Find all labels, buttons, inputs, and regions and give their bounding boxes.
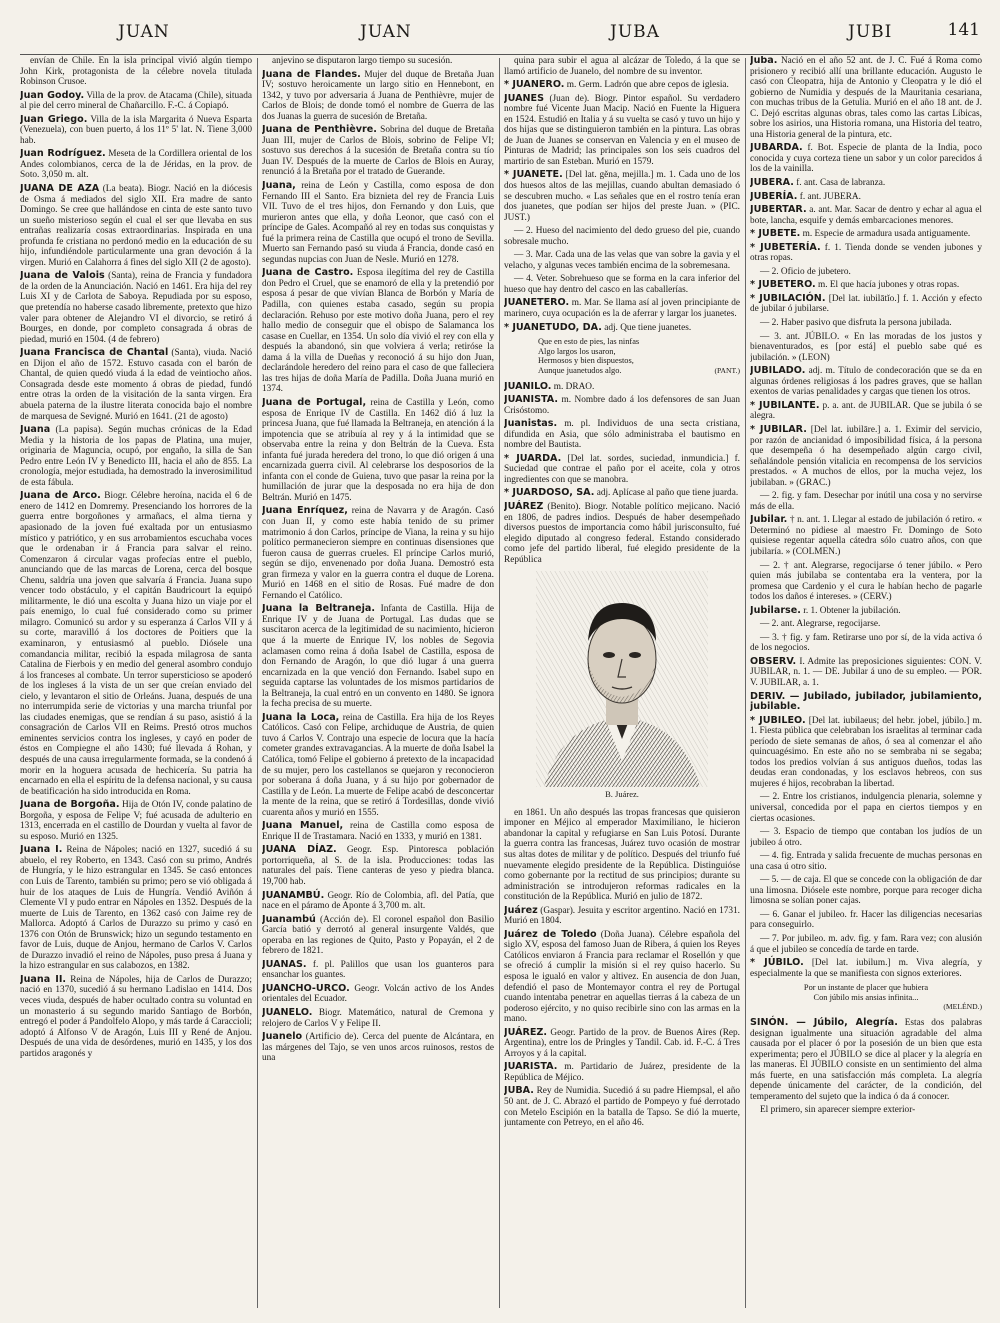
entry-text: — 2. † ant. Alegrarse, regocijarse ó tener júbilo. « Pero quien más jubilaba se contentaba era la ventera, por la promesa que Cardenio y el cura le habían hecho de pagarle todos los daños é intereses. » (CERV.) (750, 560, 982, 603)
dictionary-entry (750, 1105, 982, 1116)
dictionary-entry (262, 506, 494, 601)
column-1 (20, 56, 252, 1312)
entry-headword: Juana Enríquez, (262, 505, 348, 517)
dictionary-entry (750, 318, 982, 329)
entry-headword: * JUARDOSO, SA. (504, 487, 595, 499)
entry-text: † n. ant. 1. Llegar al estado de jubilación ó retiro. « Determinó no pidiese al maestro Fr. Domingo de Soto quisiese regentar aquella cátedra sólo cuatro años, con que jubilaría. » (COLMEN.) (750, 515, 982, 557)
entry-headword: JUBILADO. (750, 365, 806, 377)
dictionary-entry (750, 851, 982, 872)
entry-headword: Juanelo (262, 1031, 303, 1043)
entry-text: reina de León y Castilla, como esposa de don Fernando III el Santo. Era biznieta del rey de Francia Luis VII. Tuvo de el tres hijos, don Fernando y don Luis, que murieron antes que ella, y doña Leonor, que casó con el príncipe de Gales. Acompañó al rey en todas sus conquistas y fué la primera reina de Castilla que ocupó el trono de Sevilla. Muerto san Fernando pasó su viuda á Francia, donde casó en segundas nupcias con Juan de Nesle. Murió en 1278. (262, 181, 494, 265)
dictionary-entry (504, 250, 740, 271)
dictionary-entry (20, 491, 252, 797)
dictionary-entry (262, 960, 494, 981)
entry-headword: Juana II. (20, 973, 67, 985)
entry-text: m. El que hacía jubones y otras ropas. (818, 280, 960, 291)
entry-text: Estas dos palabras designan igualmente una situación agradable del alma causada por el placer ó por la posesión de un bien que esta experimenta; pero el JÚBILO se dice al placer y la alegría en las maneras. El JÚBILO consiste en un sentimiento del alma más fuerte, en una satisfacción más completa. La alegría depende únicamente del carácter, de la condición, del temperamento del sujeto que la indica ó da á conocer. (750, 1017, 982, 1102)
entry-text: Biogr. Matemático, natural de Cremona y relojero de Carlos V y Felipe II. (262, 1008, 494, 1029)
entry-headword: OBSERV. (750, 655, 797, 667)
entry-text: Reina de Nápoles; nació en 1327, sucedió á su abuelo, el rey Roberto, en 1343. Casó con su primo, Andrés de Hungría, y le hizo estrangular en 1345. Se casó entonces con Luis de Tarento, también su primo; pero se vió obligada á huir de los ataques de Luis de Hungría. Vendió Aviñón á Clemente VI y pudo entrar en Nápoles en 1352. Después de la muerte de Luis de Tarento, en 1362 casó con Jaime rey de Mallorca. Adoptó á Carlos de Durazzo su primo y casó en 1376 con Otón de Brunswick; hizo un segundo testamento en favor de Luis, duque de Anjou, hermano de Carlos V. Carlos de Durazzo invadió el reino de Nápoles, puso presa á Juana y la hizo estrangular en sus calabozos, en 1382. (20, 845, 252, 972)
entry-headword: Juana I. (20, 844, 63, 856)
entry-headword: Juana de Castro. (262, 267, 354, 279)
entry-headword: Juana la Loca, (262, 711, 340, 723)
dictionary-entry (750, 366, 982, 398)
entry-headword: JUANES (504, 92, 544, 104)
dictionary-entry (750, 401, 982, 422)
entry-headword: * JUBILACIÓN. (750, 292, 826, 304)
dictionary-entry (262, 398, 494, 503)
entry-text: (Benito). Biogr. Notable político mejicano. Nació en 1806, de padres indios. Después de haber desempeñado diversos puestos de importancia como hábil jurisconsulto, fué elegido diputado al congreso federal. Estando considerado como jefe del partido liberal, fué elegido presidente de la República (504, 501, 740, 565)
entry-headword: Juana de Flandes. (262, 68, 361, 80)
dictionary-entry (750, 633, 982, 654)
entry-text: Rey de Numidia. Sucedió á su padre Hiempsal, el año 50 ant. de J. C. Abrazó el partido de Pompeyo y fué derrotado con Metelo Escipión en la batalla de Tapso. Se dió la muerte, juntamente con Petreyo, en el año 46. (504, 1086, 740, 1129)
guide-word-3: JUBA (610, 22, 660, 42)
entry-text: a. ant. Mar. Sacar de dentro y echar al agua el bote, lancha, esquife y demás embarcaciones menores. (750, 205, 982, 226)
entry-text: — 6. Ganar el jubileo. fr. Hacer las diligencias necesarias para conseguirlo. (750, 909, 982, 931)
entry-headword: * JUANETE. (504, 169, 563, 181)
verse-line: Algo largos los usaron, (538, 346, 616, 356)
dictionary-entry (262, 984, 494, 1005)
entry-text: m. Partidario de Juárez, presidente de la República de Méjico. (504, 1062, 740, 1083)
entry-text: [Del lat. iubilātĭo.] f. 1. Acción y efecto de jubilar ó jubilarse. (750, 293, 982, 315)
dictionary-entry (262, 891, 494, 912)
entry-text: Reina de Nápoles, hija de Carlos de Durazzo; nació en 1370, sucedió á su hermano Ladislao en 1414. Dos veces viuda, después de haber ocultado contra su voluntad en un monasterio á su segundo marido Santiago de Borbón, entregó el poder á Pandolfelo Alopo, y más tarde á Caraccioli; adoptó á Alfonso V de Aragón, Luis III y René de Anjou. Después de una vida de desórdenes, murió en 1435, y los dos partidos aragonés y (20, 974, 252, 1059)
entry-headword: * JUANETUDO, DA. (504, 321, 602, 333)
dictionary-entry (20, 271, 252, 345)
dictionary-entry (750, 657, 982, 689)
entry-text: — 2. Oficio de jubetero. (760, 266, 851, 277)
dictionary-entry (750, 425, 982, 488)
entry-headword: * JUARDA. (504, 452, 562, 464)
column-4 (750, 56, 982, 1312)
entry-text: [Del lat. iubilum.] m. Viva alegría, y especialmente la que se manifiesta con signos exteriores. (750, 958, 982, 979)
entry-text: (Doña Juana). Célebre española del siglo XV, esposa del famoso Juan de Ribera, á quien los Reyes Católicos enviaron á Francia para reclamar el Rosellón y que se ofreció á cumplir la misión si el rey quiso hacerlo. Su esposa le igualó en valor y altivez. En ausencia de don Juan, defendió el paso de Montemayor contra el rey de Portugal cuando intentaba penetrar en aquellas tierras á la cabeza de un poderoso ejército, y no quiso recibirle sino con las armas en la mano. (504, 929, 740, 1025)
dictionary-entry (262, 181, 494, 265)
verse-source: (MELÉND.) (943, 1002, 982, 1012)
entry-headword: Juana de Arco. (20, 490, 101, 502)
verse-quote (538, 337, 740, 375)
entry-text: Sobrina del duque de Bretaña Juan III, mujer de Carlos de Blois, sobrino de Felipe VI; sostuvo sus derechos á la sucesión de Bretaña contra su tío Juan IV. Después de la muerte de Carlos de Blois en Auray, renunció á la Bretaña por el tratado de Guerande. (262, 125, 494, 178)
dictionary-entry (504, 80, 740, 91)
dictionary-entry (750, 280, 982, 291)
column-rule (499, 58, 500, 1308)
entry-headword: JUARISTA. (504, 1061, 558, 1073)
dictionary-entry (20, 184, 252, 268)
entry-headword: Juba. (750, 56, 778, 66)
entry-headword: Juanambú (262, 913, 316, 925)
dictionary-entry (20, 800, 252, 842)
entry-text: Meseta de la Cordillera oriental de los Andes colombianos, cerca de la de Jéridas, en la prov. de Soto. 3,050 m. alt. (20, 149, 252, 181)
entry-headword: SINÓN. — Júbilo, Alegría. (750, 1016, 898, 1028)
dictionary-entry (504, 502, 740, 565)
dictionary-entry (504, 274, 740, 295)
dictionary-entry (504, 94, 740, 168)
dictionary-entry (20, 348, 252, 422)
dictionary-entry (750, 619, 982, 630)
dictionary-entry (504, 323, 740, 334)
entry-text: (Santa), viuda. Nació en Dijon el año de 1572. Estuvo casada con el barón de Chantal, de quien quedó viuda á la edad de veintiocho años. Consagrada desde este momento á obras de piedad, fundó entre otras la orden de la visitación de la santa virgen. Era abuela paterna de la ilustre literata conocida bajo el nombre de marquesa de Sevigné. Murió en 1641. (21 de agosto) (20, 348, 252, 422)
entry-text: m. pl. Individuos de una secta cristiana, difundida en Asia, que sólo administraba el bautismo en nombre del Bautista. (504, 419, 740, 451)
dictionary-entry (504, 298, 740, 319)
dictionary-entry (750, 192, 982, 203)
entry-text: Geogr. Esp. Pintoresca población portorriqueña, al S. de la isla. Producciones: todas las naturales del país. Tiene canteras de yeso y piedra blanca. 19,700 hab. (262, 845, 494, 888)
entry-text: reina de Castilla. Era hija de los Reyes Católicos. Casó con Felipe, archiduque de Austria, de quien tuvo á Carlos V. Contrajo una especie de locura que la hacía cometer grandes extravagancias. A la muerte de doña Isabel la Católica, tomó Felipe el gobierno á pretexto de la incapacidad de su mujer, pero los castellanos se quejaron y reconocieron por soberana á doña Juana, y á su hijo por gobernador de Castilla y de León. La muerte de Felipe acabó de desconcertar la mente de la reina, que se retiró á Tordesillas, donde vivió cuarenta años y murió en 1555. (262, 712, 494, 818)
entry-text: [Del lat. iubilāre.] a. 1. Eximir del servicio, por razón de ancianidad ó imposibilidad física, á la persona que desempeña ó ha desempeñado algún cargo civil, señalándole pensión vitalicia en recompensa de los servicios prestados. « A muchos de ellos, por la mucha vejez, los jubilaban. » (GRAC.) (750, 424, 982, 488)
dictionary-entry (262, 1008, 494, 1029)
entries-list (20, 56, 252, 1059)
entry-text: reina de Castilla como esposa de Enrique II de Trastamara. Nació en 1333, y murió en 1381. (262, 821, 494, 842)
dictionary-entry (504, 454, 740, 486)
entry-headword: JUBARDA. (750, 142, 803, 154)
dictionary-entry (20, 975, 252, 1059)
verse-line: Con júbilo mis ansias infinita... (813, 992, 919, 1002)
verse-line: Por un instante de placer que hubiera (803, 983, 929, 993)
entry-headword: * JÚBILO. (750, 957, 804, 969)
entry-text: en 1861. Un año después las tropas francesas que quisieron imponer en Méjico al emperador Maximiliano, le hicieron abandonar la capital y refugiarse en San Luis Potosí. Durante la guerra contra las francesas, Juárez tuvo ocasión de mostrar sus altas dotes de militar y de político. Después del triunfo fué nuevamente elegido presidente de la República. Distinguióse como gobernante por la rectitud de sus principios; durante su administración se introdujeron reformas radicales en la constitución de la República. Murió en julio de 1872. (504, 807, 740, 903)
dictionary-entry (20, 845, 252, 972)
guide-word-2: JUAN (360, 22, 412, 42)
dictionary-entry (750, 205, 982, 226)
entry-headword: JUANISTA. (504, 394, 559, 406)
entry-text: — 3. Mar. Cada una de las velas que van sobre la gavia y el velacho, y algunas veces también encima de la sobremesana. (504, 250, 740, 271)
guide-word-4: JUBI (848, 22, 893, 42)
entry-text: — 4. fig. Entrada y salida frecuente de muchas personas en una casa ú otro sitio. (750, 851, 982, 872)
dictionary-entry (504, 395, 740, 416)
dictionary-entry (262, 70, 494, 123)
entry-headword: Juana de Portugal, (262, 396, 367, 408)
entry-text: Nació en el año 52 ant. de J. C. Fué á Roma como prisionero y recibió allí una brillante educación. Augusto le casó con Cleopatra, hija de Antonio y Cleopatra y le dió el gobierno de Numidia y después de la Mauritania cesariana, con muchas tribus de la Getulia. Murió en el año 18 ant. de J. C. Dejó escritas algunas obras, tales como las cartas Líbicas, sobre los asirios, una Historia romana, una Historia del teatro, una Historia general de la pintura, etc. (750, 56, 982, 140)
entry-text: — 2. ant. Alegrarse, regocijarse. (760, 619, 881, 630)
dictionary-entry (750, 229, 982, 240)
entry-text: (Artificio de). Cerca del puente de Alcántara, en las márgenes del Tajo, se ven unos arcos ruinosos, restos de una (262, 1032, 494, 1064)
dictionary-entry (750, 267, 982, 278)
dictionary-entry (750, 934, 982, 955)
dictionary-entry (504, 930, 740, 1025)
dictionary-entry (750, 332, 982, 364)
entry-text: Esposa ilegítima del rey de Castilla don Pedro el Cruel, que se enamoró de ella y la pretendió por esposa á pesar de que vivían Blanca de Borbón y María de Padilla, con quienes estaba casado, según su propia declaración. Rehuso por este motivo doña Juana, pero el rey hallo medio de conseguir que el obispo de Salamanca los casase en Cuellar, en 1354. Un solo día vivió el rey con ella y después la abandonó, sin que volviera á verla; retiróse la dama á la villa de Dueñas y reconoció á su hijo don Juan, declarándole heredero del reino para el caso de que falleciera las tres hijas de doña María de Padilla. Doña Juana murió en 1374. (262, 268, 494, 395)
entry-text: Hija de Otón IV, conde palatino de Borgoña, y esposa de Felipe V; fué acusada de adulterio en 1313, encerrada en el castillo de Dourdan y vuelta al favor de su esposo. Murió en 1325. (20, 800, 252, 842)
entries-list (750, 1018, 982, 1116)
entry-text: (Gaspar). Jesuita y escritor argentino. Nació en 1731. Murió en 1804. (504, 905, 740, 927)
entry-text: f. Bot. Especie de planta de la India, poco conocida y cuya corteza tiene un sabor y un color parecidos á los de la vainilla. (750, 143, 982, 175)
entry-text: Villa de la isla Margarita ó Nueva Esparta (Venezuela), con buen puerto, á los 11º 5' lat. N. Tiene 3,000 hab. (20, 114, 252, 146)
dictionary-entry (20, 425, 252, 488)
dictionary-entry (750, 716, 982, 790)
entry-text: f. ant. JUBERA. (799, 191, 861, 202)
dictionary-entry (750, 692, 982, 713)
dictionary-entry (262, 604, 494, 709)
entry-headword: Juana, (262, 180, 296, 192)
entry-headword: JUANELO. (262, 1007, 313, 1019)
entry-headword: * JUBETERÍA. (750, 241, 821, 253)
dictionary-entry (262, 821, 494, 842)
entry-headword: Jubilar. (750, 514, 788, 526)
dictionary-entry (750, 178, 982, 189)
entry-text: — 4. Veter. Sobrehueso que se forma en la cara inferior del hueso que hay dentro del casco en las caballerías. (504, 274, 740, 295)
dictionary-entry (750, 827, 982, 848)
dictionary-entry (504, 56, 740, 77)
entry-headword: * JUBILAR. (750, 423, 807, 435)
entry-headword: JUANCHO-URCO. (262, 982, 350, 994)
dictionary-entry (750, 606, 982, 617)
entry-text: adj. m. Título de condecoración que se da en algunas órdenes religiosas á los padres graves, que se hallan exentos de varias penalidades y cargas que tienen los otros. (750, 366, 982, 398)
dictionary-entry (750, 143, 982, 175)
dictionary-entry (504, 808, 740, 903)
portrait-caption: B. Juárez. (605, 789, 639, 800)
entry-headword: Juanistas. (504, 418, 558, 430)
dictionary-entry (262, 268, 494, 395)
entry-text: m. Especie de armadura usada antiguamente. (802, 229, 971, 240)
entry-text: — 2. fig. y fam. Desechar por inútil una cosa y no servirse más de ella. (750, 491, 982, 512)
page-header (20, 14, 980, 55)
entry-headword: JUANA DE AZA (20, 183, 100, 195)
entry-text: — 7. Por jubileo. m. adv. fig. y fam. Rara vez; con alusión á que el jubileo se concedía de tarde en tarde. (750, 934, 982, 955)
entry-text: adj. Aplícase al paño que tiene juarda. (596, 488, 739, 499)
dictionary-entry (504, 1028, 740, 1060)
dictionary-entry (262, 845, 494, 887)
entry-text: adj. Que tiene juanetes. (604, 322, 692, 333)
entry-headword: JUBERA. (750, 177, 794, 189)
dictionary-entry (750, 1018, 982, 1102)
entry-text: Geogr. Río de Colombia, afl. del Patía, que nace en el páramo de Aponte á 3,700 m. alt. (262, 890, 494, 912)
entries-list (262, 56, 494, 1064)
entry-text: I. Admite las preposiciones siguientes: CON. V. JUBILAR, n. 1. — DE. Jubilar á uno de su empleo. — POR. V. JUBILAR, a. 1. (750, 656, 982, 688)
entries-list (504, 56, 740, 333)
entry-text: — 2. Hueso del nacimiento del dedo grueso del pie, cuando sobresale mucho. (504, 226, 740, 247)
entry-text: [Del lat. sordes, suciedad, inmundicia.] f. Suciedad que contrae el paño por el aceite, cola y otros ingredientes con que se manobra. (504, 453, 740, 485)
dictionary-entry (262, 56, 494, 67)
entry-text: m. Nombre dado á los defensores de san Juan Crisóstomo. (504, 395, 740, 416)
dictionary-entry (750, 491, 982, 512)
entry-headword: JUANAS. (262, 958, 307, 970)
dictionary-entry (750, 910, 982, 931)
entries-list (750, 56, 982, 979)
entry-text: Infanta de Castilla. Hija de Enrique IV y de Juana de Portugal. Las dudas que se suscitaron acerca de la legitimidad de su nacimiento, hicieron que á la muerte de Enrique IV, los nobles de Segovia aclamasen como reina á doña Isabel de Castilla, esposa de don Fernando de Aragón, lo que dió lugar á una guerra encarnizada en la que venció don Fernando. Isabel supo en seguida captarse las voluntades de los mismos partidarios de la Beltraneja, la cual entró en un convento en 1480. Se ignora la fecha precisa de su muerte. (262, 604, 494, 710)
dictionary-entry (750, 56, 982, 140)
column-3 (504, 56, 740, 1312)
entry-headword: Juárez (504, 904, 538, 916)
entry-headword: Juana de Borgoña. (20, 799, 120, 811)
entry-text: m. DRAO. (553, 381, 595, 392)
entry-headword: JUANAMBÚ. (262, 889, 325, 901)
dictionary-entry (504, 1062, 740, 1083)
dictionary-entry (750, 243, 982, 264)
dictionary-entry (504, 170, 740, 223)
verse-line: Hermosos y bien dispuestos, (538, 356, 634, 366)
entry-headword: Juan Griego. (20, 113, 88, 125)
dictionary-entry (504, 419, 740, 451)
entry-text: f. 1. Tienda donde se venden jubones y otras ropas. (750, 242, 982, 264)
entry-text: Villa de la prov. de Atacama (Chile), situada al pie del cerro mineral de Chañarcillo. F.-C. á Copiapó. (20, 90, 252, 112)
verse-line: Que en esto de pies, las ninfas (538, 337, 640, 347)
entry-text: — 3. † fig. y fam. Retirarse uno por sí, de la vida activa ó de los negocios. (750, 632, 982, 654)
entry-text: envían de Chile. En la isla principal vivió algún tiempo John Kirk, protagonista de la célebre novela titulada Robinson Crusoe. (20, 56, 252, 88)
dictionary-entry (262, 915, 494, 957)
entry-headword: JUÁREZ. (504, 1026, 548, 1038)
entry-headword: Juan Rodríguez. (20, 148, 106, 160)
entry-headword: Juana (20, 424, 51, 436)
entry-headword: * JUBILEO. (750, 714, 806, 726)
entry-headword: JUANILO. (504, 380, 552, 392)
entry-text: — 3. ant. JÚBILO. « En las moradas de los justos y bienaventurados, es [por está] el pueblo sabe qué es jubilación. » (LEON) (750, 331, 982, 363)
entry-headword: Juana la Beltraneja. (262, 603, 375, 615)
dictionary-entry (504, 226, 740, 247)
entry-headword: Juana Manuel, (262, 820, 344, 832)
entry-text: — 3. Espacio de tiempo que contaban los judíos de un jubileo á otro. (750, 827, 982, 848)
entry-headword: Juana Francisca de Chantal (20, 347, 169, 359)
entry-text: anjevino se disputaron largo tiempo su sucesión. (272, 56, 453, 66)
entry-text: — 2. Haber pasivo que disfruta la persona jubilada. (760, 318, 952, 329)
entry-text: — 2. Entre los cristianos, indulgencia plenaria, solemne y universal, concedida por el papa en ciertos tiempos y en ciertas ocasiones. (750, 792, 982, 824)
entry-text: reina de Castilla y León, como esposa de Enrique IV de Castilla. En 1462 dió á luz la princesa Juana, que fué llamada la Beltraneja, en atención á la impotencia que se atribuía al rey y á la intimidad que se observaba entre la reina y don Beltrán de la Cueva. Esta infanta fué jurada heredera del trono, lo que dió origen á una encarnizada guerra civil. Al celebrarse los desposorios de la infanta con el conde de Guiena, tuvo que pasar la reina por la humillación de jurar que la desposada no era hija de don Beltrán. Murió en 1475. (262, 397, 494, 503)
entry-text: m. Germ. Ladrón que abre cepos de iglesia. (566, 80, 729, 91)
entry-text: r. 1. Obtener la jubilación. (803, 605, 901, 616)
entry-headword: JUANA DÍAZ. (262, 844, 337, 856)
entry-headword: JUBERTAR. (750, 204, 807, 216)
dictionary-entry (750, 515, 982, 557)
dictionary-entry (504, 382, 740, 393)
dictionary-entry (20, 56, 252, 88)
page-number: 141 (947, 20, 980, 40)
entry-text: p. a. ant. de JUBILAR. Que se jubila ó se alegra. (750, 400, 982, 422)
entry-text: — 5. — de caja. El que se concede con la obligación de dar una limosna. Diósele este nombre, porque para recoger dicha limosna se solían poner cajas. (750, 875, 982, 907)
entry-text: (La beata). Biogr. Nació en la diócesis de Osma á mediados del siglo XII. Era madre de santo Domingo. Se cree que hallándose en cinta de este santo tuvo un sueño misterioso según el cual el ser que llevaba en sus entrañas realizaría cosas extraordinarias. Inspirada en una profunda fe cristiana no perdonó medio en la educación de su hijo, infundiéndole particularmente una gran devoción á la virgen. Murió en Calahorra á fines del siglo XII (2 de agosto). (20, 184, 252, 268)
entry-text: [Del lat. iubilaeus; del hebr. jobel, júbilo.] m. 1. Fiesta pública que celebraban los israelitas al terminar cada período de siete semanas de años, ó sea al comenzar el año quincuagésimo. En este año no se sembraba ni se segaba; todos los predios volvían á sus antiguos dueños, todas las deudas eran condonadas, y los esclavos hebreos, con sus mujeres é hijos, recobraban la libertad. (750, 715, 982, 789)
entries-list (504, 382, 740, 566)
entry-headword: Juana de Penthièvre. (262, 124, 377, 136)
entry-headword: * JUBILANTE. (750, 399, 820, 411)
dictionary-entry (504, 488, 740, 499)
dictionary-entry (750, 792, 982, 824)
dictionary-entry (504, 906, 740, 927)
entry-text: f. pl. Palillos que usan los guanteros para ensanchar los guantes. (262, 959, 494, 981)
entry-headword: JUBA. (504, 1085, 534, 1097)
dictionary-entry (750, 875, 982, 907)
entry-text: f. ant. Casa de labranza. (796, 178, 886, 189)
guide-word-1: JUAN (118, 22, 170, 42)
dictionary-entry (262, 125, 494, 178)
dictionary-entry (262, 1032, 494, 1064)
juarez-portrait-engraving (536, 571, 708, 787)
verse-source: (PANT.) (714, 365, 740, 375)
column-rule (745, 58, 746, 1308)
verse-line: Aunque juanetudos algo. (538, 365, 622, 375)
entry-headword: JUANETERO. (504, 297, 570, 309)
entry-headword: Juan Godoy. (20, 89, 85, 101)
entry-headword: Jubilarse. (750, 604, 801, 616)
entry-headword: JUÁREZ (504, 500, 544, 512)
dictionary-entry (750, 958, 982, 979)
entry-text: quina para subir el agua al alcázar de Toledo, á la que se llamó artificio de Juanelo, del nombre de su inventor. (504, 56, 740, 77)
entry-text: Geogr. Partido de la prov. de Buenos Aires (Rep. Argentina), entre los de Pringles y Tandil. Cab. id. F.-C. á Tres Arroyos y á la capital. (504, 1027, 740, 1059)
entry-text: (La papisa). Según muchas crónicas de la Edad Media y la historia de los papas de Platina, una mujer, originaria de Maguncia, ocupó, por engaño, la silla de San Pedro entre León IV y Benedicto III, hacia el año de 855. La cronología, mejor estudiada, ha demostrado la inverosimilitud de esta fábula. (20, 425, 252, 488)
verse-quote (750, 983, 982, 1012)
dictionary-entry (20, 91, 252, 112)
entries-list (504, 808, 740, 1129)
column-2 (262, 56, 494, 1312)
dictionary-entry (504, 1086, 740, 1128)
dictionary-entry (750, 561, 982, 603)
entry-text: Biogr. Célebre heroína, nacida el 6 de enero de 1412 en Domremy. Presenciando los horrores de la guerra entre borgoñones y armañacs, el alma tierna y apasionado de la joven fué exaltada por un entusiasmo místico y patriótico, y en sus arrobamientos escuchaba voces que le ordenaban ir á Francia para salvar el reino. Comenzaron á circular vagas profecías entre el pueblo, anunciando que de las marcas de Lorena, cerca del bosque Chenu, saldría una joven que salvaría á Francia. Juana supo vencer todo obstáculo, y el capitán Baudricourt la equipó militarmente, le dió una escolta y Juana hizo un viaje por el país enemigo, lo cual fué considerado como su primer milagro. Comunicó su ardor y su esperanza á Carlos VII y á su corte, maravilló á los doctores de Poitiers que la examinaron, y entusiasmó al pueblo. Diósele una comandancia militar, recibió la espada milagrosa de santa Catalina de Fierbois y en medio del general asombro condujo á los franceses al combate. Un terror supersticioso se apoderó de los ingleses á la vista de un ser que creían enviado del cielo, y levantaron el sitio de Orleáns. Juana, después de una no interrumpida serie de victorias y una marcha triunfal por las ciudades enemigas, que se rendían á su paso, asistió á la consagración de Carlos VII en Reims. Prestó otros muchos eminentes servicios contra los ingleses, y cayó en poder de éstos en Compiegne el año 1430; fué llevada á Rohan, y después de una causa irregularmente formada, se la condenó á morir en la hoguera acusada de hechicería. Su patria ha encarnado en ella el espíritu de la defensa nacional, y su causa de beatificación ha sido introducida en Roma. (20, 491, 252, 797)
column-rule (257, 58, 258, 1308)
entry-headword: * JUANERO. (504, 79, 565, 91)
entry-text: (Santa), reina de Francia y fundadora de la orden de la Anunciación. Nació en 1461. Era hija del rey Luis XI y de Carlota de Saboya. Repudiada por su esposo, que pretendía no haberse casado libremente, pretexto que hizo valer para obtener de Alejandro VI el divorcio, se retiró á Bourges, en donde, por completo consagrada á obras de piedad, murió en 1504. (4 de febrero) (20, 271, 252, 345)
entry-headword: JUBERÍA. (750, 190, 798, 202)
entry-headword: Juárez de Toledo (504, 928, 597, 940)
entry-text: (Juan de). Biogr. Pintor español. Su verdadero nombre fué Vicente Juan Macip. Nació en Fuente la Higuera en 1524. Estudió en Italia y á su vuelta se casó y tuvo un hijo y dos hijas que se distinguieron también en la pintura. Las obras de Juan de Juanes se conservan en Valencia y en el museo de Pinturas de Madrid; las principales son los seis cuadros del martirio de san Esteban. Murió en 1579. (504, 93, 740, 167)
dictionary-entry (262, 713, 494, 818)
entry-text: [Del lat. gĕna, mejilla.] m. 1. Cada uno de los dos huesos altos de las mejillas, cuando abultan demasiado ó se descubren mucho. « Las señales que en el rostro tenía eran dos juanetes, que podían ser hijos del preste Juan. » (PIC. JUST.) (504, 170, 740, 223)
entry-text: El primero, sin aparecer siempre exterior- (760, 1105, 916, 1116)
dictionary-entry (20, 149, 252, 181)
dictionary-entry (20, 115, 252, 147)
entry-text: m. Mar. Se llama así al joven principiante de marinero, cuya ocupación es la de aferrar y largar los juanetes. (504, 298, 740, 320)
entry-text: reina de Navarra y de Aragón. Casó con Juan II, y como este había tenido de su primer matrimonio á don Carlos, príncipe de Viana, la reina y su hijo político permanecieron siempre en continuas disensiones que fueron causa de guerras crueles. El príncipe Carlos murió, según se dijo, envenenado por doña Juana. Demostró esta gran firmeza y valor en la guerra contra el duque de Lorena. Murió en 1468 en el sitio de Rosas. Fué madre de don Fernando el Católico. (262, 506, 494, 601)
entry-text: Geogr. Volcán activo de los Andes orientales del Ecuador. (262, 983, 494, 1005)
entry-text: Mujer del duque de Bretaña Juan IV; sostuvo heroicamente un largo sitio en Hennebont, en 1342, y tuvo por adversaria á Juana de Penthièvre, mujer de Carlos de Blois; de donde tomó el nombre de Guerra de las dos Juanas la guerra de sucesión de Bretaña. (262, 69, 494, 122)
entry-headword: * JUBETE. (750, 228, 801, 240)
entry-text: (Acción de). El coronel español don Basilio García batió y derrotó al general insurgente Valdés, que operaba en las regiones de Quito, Pasto y Popayán, el 2 de febrero de 1821. (262, 914, 494, 957)
entry-headword: DERIV. — Jubilado, jubilador, jubilamiento, jubilable. (750, 690, 982, 713)
entry-headword: * JUBETERO. (750, 279, 816, 291)
dictionary-entry (750, 294, 982, 315)
entry-headword: Juana de Valois (20, 270, 105, 282)
